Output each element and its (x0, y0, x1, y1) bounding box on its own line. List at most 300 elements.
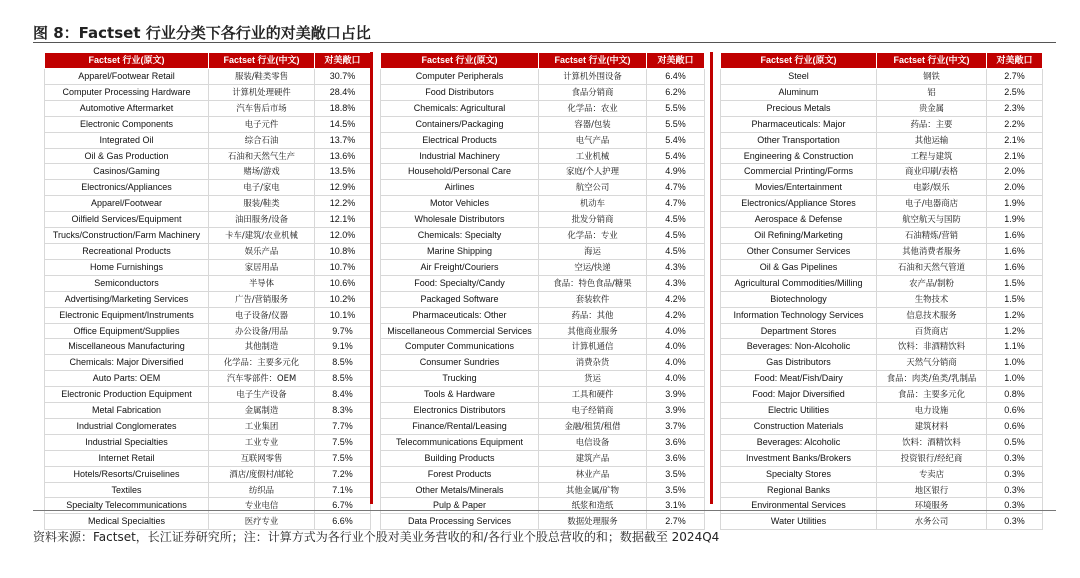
us-exposure-cell: 0.3% (987, 482, 1043, 498)
industry-en-cell: Food: Meat/Fish/Dairy (721, 371, 877, 387)
industry-en-cell: Construction Materials (721, 418, 877, 434)
industry-zh-cell: 其他金属/矿物 (539, 482, 647, 498)
table-row (381, 498, 705, 514)
us-exposure-cell: 1.5% (987, 275, 1043, 291)
industry-en-cell: Information Technology Services (721, 307, 877, 323)
us-exposure-cell: 2.5% (987, 84, 1043, 100)
industry-zh-cell: 综合石油 (209, 132, 315, 148)
table-row (45, 243, 371, 259)
us-exposure-cell: 2.7% (647, 514, 705, 530)
industry-zh-cell: 钢铁 (877, 69, 987, 85)
source-note: 资料来源：Factset，长江证券研究所；注：计算方式为各行业个股对美业务营收的和/各行业个股总营收的和；数据截至 2024Q4 (33, 530, 720, 544)
header-industry-en: Factset 行业(原文) (721, 53, 877, 69)
us-exposure-cell: 6.2% (647, 84, 705, 100)
us-exposure-cell: 10.2% (315, 291, 371, 307)
table-row (721, 418, 1043, 434)
industry-en-cell: Electronics/Appliance Stores (721, 196, 877, 212)
header-industry-zh: Factset 行业(中文) (877, 53, 987, 69)
us-exposure-cell: 7.2% (315, 466, 371, 482)
industry-zh-cell: 金融/租赁/租借 (539, 418, 647, 434)
us-exposure-cell: 0.6% (987, 403, 1043, 419)
industry-en-cell: Other Metals/Minerals (381, 482, 539, 498)
industry-zh-cell: 计算机处理硬件 (209, 84, 315, 100)
industry-zh-cell: 投资银行/经纪商 (877, 450, 987, 466)
industry-en-cell: Medical Specialties (45, 514, 209, 530)
us-exposure-cell: 4.2% (647, 291, 705, 307)
table-header-row (721, 53, 1043, 69)
us-exposure-cell: 7.1% (315, 482, 371, 498)
us-exposure-cell: 5.4% (647, 148, 705, 164)
industry-zh-cell: 商业印刷/表格 (877, 164, 987, 180)
table-row (45, 403, 371, 419)
industry-en-cell: Chemicals: Agricultural (381, 100, 539, 116)
table-row (721, 228, 1043, 244)
industry-en-cell: Motor Vehicles (381, 196, 539, 212)
industry-zh-cell: 家庭/个人护理 (539, 164, 647, 180)
industry-en-cell: Water Utilities (721, 514, 877, 530)
us-exposure-cell: 0.3% (987, 514, 1043, 530)
us-exposure-cell: 3.9% (647, 387, 705, 403)
industry-zh-cell: 电影/娱乐 (877, 180, 987, 196)
industry-en-cell: Office Equipment/Supplies (45, 323, 209, 339)
industry-en-cell: Packaged Software (381, 291, 539, 307)
industry-zh-cell: 计算机外围设备 (539, 69, 647, 85)
industry-zh-cell: 药品：其他 (539, 307, 647, 323)
industry-zh-cell: 电子经销商 (539, 403, 647, 419)
industry-en-cell: Electrical Products (381, 132, 539, 148)
industry-zh-cell: 海运 (539, 243, 647, 259)
industry-zh-cell: 工业机械 (539, 148, 647, 164)
us-exposure-cell: 4.0% (647, 339, 705, 355)
industry-en-cell: Automotive Aftermarket (45, 100, 209, 116)
industry-en-cell: Casinos/Gaming (45, 164, 209, 180)
table-row (45, 196, 371, 212)
industry-en-cell: Movies/Entertainment (721, 180, 877, 196)
table-row (721, 132, 1043, 148)
us-exposure-cell: 4.0% (647, 355, 705, 371)
industry-zh-cell: 食品：特色食品/糖果 (539, 275, 647, 291)
us-exposure-cell: 6.7% (315, 498, 371, 514)
industry-en-cell: Food Distributors (381, 84, 539, 100)
table-row (721, 323, 1043, 339)
industry-zh-cell: 电子生产设备 (209, 387, 315, 403)
industry-en-cell: Specialty Telecommunications (45, 498, 209, 514)
industry-en-cell: Food: Specialty/Candy (381, 275, 539, 291)
table-row (721, 434, 1043, 450)
industry-en-cell: Beverages: Non-Alcoholic (721, 339, 877, 355)
table-row (45, 498, 371, 514)
table-row (381, 323, 705, 339)
industry-zh-cell: 汽车零部件：OEM (209, 371, 315, 387)
us-exposure-cell: 8.4% (315, 387, 371, 403)
industry-en-cell: Environmental Services (721, 498, 877, 514)
industry-zh-cell: 批发分销商 (539, 212, 647, 228)
table-row (721, 148, 1043, 164)
table-row (721, 212, 1043, 228)
industry-en-cell: Chemicals: Specialty (381, 228, 539, 244)
industry-zh-cell: 电子/家电 (209, 180, 315, 196)
us-exposure-cell: 12.1% (315, 212, 371, 228)
table-row (721, 259, 1043, 275)
industry-en-cell: Investment Banks/Brokers (721, 450, 877, 466)
table-row (381, 403, 705, 419)
industry-en-cell: Hotels/Resorts/Cruiselines (45, 466, 209, 482)
industry-zh-cell: 电气产品 (539, 132, 647, 148)
us-exposure-cell: 0.3% (987, 450, 1043, 466)
industry-zh-cell: 工程与建筑 (877, 148, 987, 164)
industry-en-cell: Finance/Rental/Leasing (381, 418, 539, 434)
table-row (381, 228, 705, 244)
table-separator (370, 52, 373, 504)
industry-zh-cell: 娱乐产品 (209, 243, 315, 259)
us-exposure-cell: 1.6% (987, 228, 1043, 244)
industry-en-cell: Engineering & Construction (721, 148, 877, 164)
industry-zh-cell: 其他消费者服务 (877, 243, 987, 259)
industry-en-cell: Trucks/Construction/Farm Machinery (45, 228, 209, 244)
us-exposure-cell: 2.0% (987, 180, 1043, 196)
table-row (381, 243, 705, 259)
industry-en-cell: Food: Major Diversified (721, 387, 877, 403)
industry-en-cell: Miscellaneous Commercial Services (381, 323, 539, 339)
industry-en-cell: Building Products (381, 450, 539, 466)
table-row (721, 339, 1043, 355)
us-exposure-cell: 10.1% (315, 307, 371, 323)
header-us-exposure: 对美敞口 (315, 53, 371, 69)
table-row (381, 434, 705, 450)
us-exposure-cell: 0.5% (987, 434, 1043, 450)
industry-en-cell: Department Stores (721, 323, 877, 339)
table-row (381, 291, 705, 307)
table-header-row (381, 53, 705, 69)
us-exposure-cell: 1.1% (987, 339, 1043, 355)
industry-zh-cell: 食品：肉类/鱼类/乳制品 (877, 371, 987, 387)
table-row (721, 450, 1043, 466)
industry-en-cell: Electric Utilities (721, 403, 877, 419)
industry-en-cell: Computer Peripherals (381, 69, 539, 85)
us-exposure-cell: 10.7% (315, 259, 371, 275)
industry-zh-cell: 赌场/游戏 (209, 164, 315, 180)
us-exposure-cell: 8.5% (315, 371, 371, 387)
table-row (381, 450, 705, 466)
figure-title: 图 8：Factset 行业分类下各行业的对美敞口占比 (33, 24, 371, 42)
industry-en-cell: Other Consumer Services (721, 243, 877, 259)
header-us-exposure: 对美敞口 (987, 53, 1043, 69)
industry-zh-cell: 石油和天然气生产 (209, 148, 315, 164)
industry-en-cell: Airlines (381, 180, 539, 196)
table-row (45, 371, 371, 387)
table-row (45, 466, 371, 482)
us-exposure-cell: 4.0% (647, 371, 705, 387)
table-row (721, 498, 1043, 514)
industry-zh-cell: 林业产品 (539, 466, 647, 482)
us-exposure-cell: 4.2% (647, 307, 705, 323)
table-header-row (45, 53, 371, 69)
industry-zh-cell: 其他商业服务 (539, 323, 647, 339)
us-exposure-cell: 9.7% (315, 323, 371, 339)
table-row (721, 355, 1043, 371)
us-exposure-cell: 5.5% (647, 116, 705, 132)
us-exposure-cell: 1.5% (987, 291, 1043, 307)
table-row (721, 275, 1043, 291)
table-row (381, 148, 705, 164)
us-exposure-cell: 1.2% (987, 307, 1043, 323)
industry-zh-cell: 服装/鞋类零售 (209, 69, 315, 85)
industry-zh-cell: 电子设备/仪器 (209, 307, 315, 323)
us-exposure-cell: 4.3% (647, 275, 705, 291)
industry-zh-cell: 机动车 (539, 196, 647, 212)
industry-zh-cell: 套装软件 (539, 291, 647, 307)
industry-zh-cell: 水务公司 (877, 514, 987, 530)
us-exposure-cell: 10.8% (315, 243, 371, 259)
us-exposure-cell: 1.0% (987, 355, 1043, 371)
us-exposure-cell: 6.4% (647, 69, 705, 85)
table-row (721, 403, 1043, 419)
table-row (721, 291, 1043, 307)
table-row (45, 228, 371, 244)
industry-en-cell: Oilfield Services/Equipment (45, 212, 209, 228)
us-exposure-cell: 1.9% (987, 196, 1043, 212)
table-row (45, 450, 371, 466)
us-exposure-cell: 1.0% (987, 371, 1043, 387)
us-exposure-cell: 1.6% (987, 243, 1043, 259)
table-row (381, 466, 705, 482)
industry-en-cell: Steel (721, 69, 877, 85)
industry-en-cell: Oil & Gas Production (45, 148, 209, 164)
industry-en-cell: Specialty Stores (721, 466, 877, 482)
industry-en-cell: Electronic Components (45, 116, 209, 132)
industry-zh-cell: 纺织品 (209, 482, 315, 498)
industry-zh-cell: 饮料：非酒精饮料 (877, 339, 987, 355)
industry-zh-cell: 服装/鞋类 (209, 196, 315, 212)
industry-en-cell: Other Transportation (721, 132, 877, 148)
industry-zh-cell: 环境服务 (877, 498, 987, 514)
industry-zh-cell: 电力设施 (877, 403, 987, 419)
us-exposure-cell: 13.5% (315, 164, 371, 180)
industry-zh-cell: 化学品：农业 (539, 100, 647, 116)
industry-en-cell: Integrated Oil (45, 132, 209, 148)
us-exposure-cell: 3.5% (647, 466, 705, 482)
industry-en-cell: Aluminum (721, 84, 877, 100)
industry-en-cell: Auto Parts: OEM (45, 371, 209, 387)
header-industry-zh: Factset 行业(中文) (209, 53, 315, 69)
industry-zh-cell: 化学品：专业 (539, 228, 647, 244)
industry-en-cell: Recreational Products (45, 243, 209, 259)
industry-zh-cell: 互联网零售 (209, 450, 315, 466)
table-row (45, 355, 371, 371)
exposure-table-3 (720, 52, 1043, 530)
industry-zh-cell: 汽车售后市场 (209, 100, 315, 116)
us-exposure-cell: 2.0% (987, 164, 1043, 180)
industry-en-cell: Electronic Equipment/Instruments (45, 307, 209, 323)
industry-en-cell: Apparel/Footwear Retail (45, 69, 209, 85)
industry-zh-cell: 电子/电器商店 (877, 196, 987, 212)
table-row (381, 387, 705, 403)
industry-en-cell: Trucking (381, 371, 539, 387)
industry-en-cell: Air Freight/Couriers (381, 259, 539, 275)
us-exposure-cell: 30.7% (315, 69, 371, 85)
us-exposure-cell: 2.2% (987, 116, 1043, 132)
table-row (45, 69, 371, 85)
industry-en-cell: Industrial Machinery (381, 148, 539, 164)
industry-zh-cell: 消费杂货 (539, 355, 647, 371)
table-row (45, 180, 371, 196)
table-row (381, 275, 705, 291)
table-row (721, 482, 1043, 498)
table-row (721, 116, 1043, 132)
industry-en-cell: Miscellaneous Manufacturing (45, 339, 209, 355)
industry-zh-cell: 地区银行 (877, 482, 987, 498)
industry-en-cell: Electronics Distributors (381, 403, 539, 419)
table-row (381, 418, 705, 434)
us-exposure-cell: 7.5% (315, 434, 371, 450)
exposure-table-2 (380, 52, 705, 530)
industry-zh-cell: 家居用品 (209, 259, 315, 275)
industry-en-cell: Household/Personal Care (381, 164, 539, 180)
us-exposure-cell: 6.6% (315, 514, 371, 530)
us-exposure-cell: 12.0% (315, 228, 371, 244)
table-row (721, 387, 1043, 403)
us-exposure-cell: 4.5% (647, 228, 705, 244)
us-exposure-cell: 0.3% (987, 466, 1043, 482)
table-row (721, 466, 1043, 482)
industry-zh-cell: 纸浆和造纸 (539, 498, 647, 514)
industry-en-cell: Regional Banks (721, 482, 877, 498)
us-exposure-cell: 3.6% (647, 434, 705, 450)
industry-zh-cell: 卡车/建筑/农业机械 (209, 228, 315, 244)
us-exposure-cell: 0.3% (987, 498, 1043, 514)
table-row (381, 69, 705, 85)
industry-en-cell: Electronic Production Equipment (45, 387, 209, 403)
us-exposure-cell: 5.5% (647, 100, 705, 116)
table-row (45, 259, 371, 275)
table-row (45, 84, 371, 100)
industry-zh-cell: 建筑材料 (877, 418, 987, 434)
industry-zh-cell: 饮料：酒精饮料 (877, 434, 987, 450)
industry-zh-cell: 化学品：主要多元化 (209, 355, 315, 371)
us-exposure-cell: 1.9% (987, 212, 1043, 228)
us-exposure-cell: 7.5% (315, 450, 371, 466)
us-exposure-cell: 2.7% (987, 69, 1043, 85)
table-row (381, 164, 705, 180)
header-industry-en: Factset 行业(原文) (381, 53, 539, 69)
table-row (721, 164, 1043, 180)
industry-en-cell: Precious Metals (721, 100, 877, 116)
us-exposure-cell: 0.8% (987, 387, 1043, 403)
industry-en-cell: Agricultural Commodities/Milling (721, 275, 877, 291)
industry-zh-cell: 药品：主要 (877, 116, 987, 132)
table-row (381, 355, 705, 371)
industry-zh-cell: 医疗专业 (209, 514, 315, 530)
table-row (721, 243, 1043, 259)
us-exposure-cell: 1.6% (987, 259, 1043, 275)
industry-zh-cell: 贵金属 (877, 100, 987, 116)
table-row (381, 100, 705, 116)
table-row (721, 180, 1043, 196)
industry-en-cell: Home Furnishings (45, 259, 209, 275)
table-row (45, 212, 371, 228)
footer-divider (33, 510, 1056, 511)
us-exposure-cell: 2.3% (987, 100, 1043, 116)
us-exposure-cell: 4.0% (647, 323, 705, 339)
table-row (381, 259, 705, 275)
industry-zh-cell: 农产品/制粉 (877, 275, 987, 291)
industry-en-cell: Computer Communications (381, 339, 539, 355)
industry-zh-cell: 办公设备/用品 (209, 323, 315, 339)
table-row (381, 307, 705, 323)
industry-en-cell: Oil Refining/Marketing (721, 228, 877, 244)
industry-zh-cell: 货运 (539, 371, 647, 387)
table-row (721, 307, 1043, 323)
header-industry-en: Factset 行业(原文) (45, 53, 209, 69)
industry-en-cell: Pulp & Paper (381, 498, 539, 514)
industry-en-cell: Oil & Gas Pipelines (721, 259, 877, 275)
industry-en-cell: Aerospace & Defense (721, 212, 877, 228)
industry-zh-cell: 其他制造 (209, 339, 315, 355)
table-row (721, 69, 1043, 85)
industry-en-cell: Tools & Hardware (381, 387, 539, 403)
table-row (45, 323, 371, 339)
industry-en-cell: Chemicals: Major Diversified (45, 355, 209, 371)
industry-zh-cell: 工具和硬件 (539, 387, 647, 403)
table-row (45, 418, 371, 434)
industry-zh-cell: 电信设备 (539, 434, 647, 450)
table-row (381, 212, 705, 228)
table-row (721, 196, 1043, 212)
industry-zh-cell: 专卖店 (877, 466, 987, 482)
us-exposure-cell: 3.7% (647, 418, 705, 434)
us-exposure-cell: 4.9% (647, 164, 705, 180)
table-row (381, 180, 705, 196)
title-divider (33, 42, 1056, 43)
industry-zh-cell: 石油和天然气管道 (877, 259, 987, 275)
industry-en-cell: Biotechnology (721, 291, 877, 307)
table-row (45, 116, 371, 132)
industry-en-cell: Metal Fabrication (45, 403, 209, 419)
industry-en-cell: Forest Products (381, 466, 539, 482)
industry-zh-cell: 信息技术服务 (877, 307, 987, 323)
industry-zh-cell: 数据处理服务 (539, 514, 647, 530)
industry-zh-cell: 铝 (877, 84, 987, 100)
table-row (381, 84, 705, 100)
industry-en-cell: Telecommunications Equipment (381, 434, 539, 450)
us-exposure-cell: 3.6% (647, 450, 705, 466)
industry-en-cell: Pharmaceuticals: Other (381, 307, 539, 323)
industry-zh-cell: 石油精炼/营销 (877, 228, 987, 244)
table-row (381, 371, 705, 387)
industry-en-cell: Advertising/Marketing Services (45, 291, 209, 307)
industry-zh-cell: 专业电信 (209, 498, 315, 514)
table-row (381, 132, 705, 148)
us-exposure-cell: 4.7% (647, 180, 705, 196)
table-row (45, 434, 371, 450)
exposure-table-1 (44, 52, 371, 530)
table-row (45, 482, 371, 498)
industry-zh-cell: 酒店/度假村/邮轮 (209, 466, 315, 482)
us-exposure-cell: 4.3% (647, 259, 705, 275)
table-row (45, 164, 371, 180)
table-row (381, 196, 705, 212)
industry-en-cell: Textiles (45, 482, 209, 498)
table-row (45, 291, 371, 307)
table-row (45, 100, 371, 116)
us-exposure-cell: 9.1% (315, 339, 371, 355)
industry-en-cell: Commercial Printing/Forms (721, 164, 877, 180)
industry-zh-cell: 建筑产品 (539, 450, 647, 466)
table-row (721, 371, 1043, 387)
industry-zh-cell: 金属制造 (209, 403, 315, 419)
header-us-exposure: 对美敞口 (647, 53, 705, 69)
industry-en-cell: Containers/Packaging (381, 116, 539, 132)
